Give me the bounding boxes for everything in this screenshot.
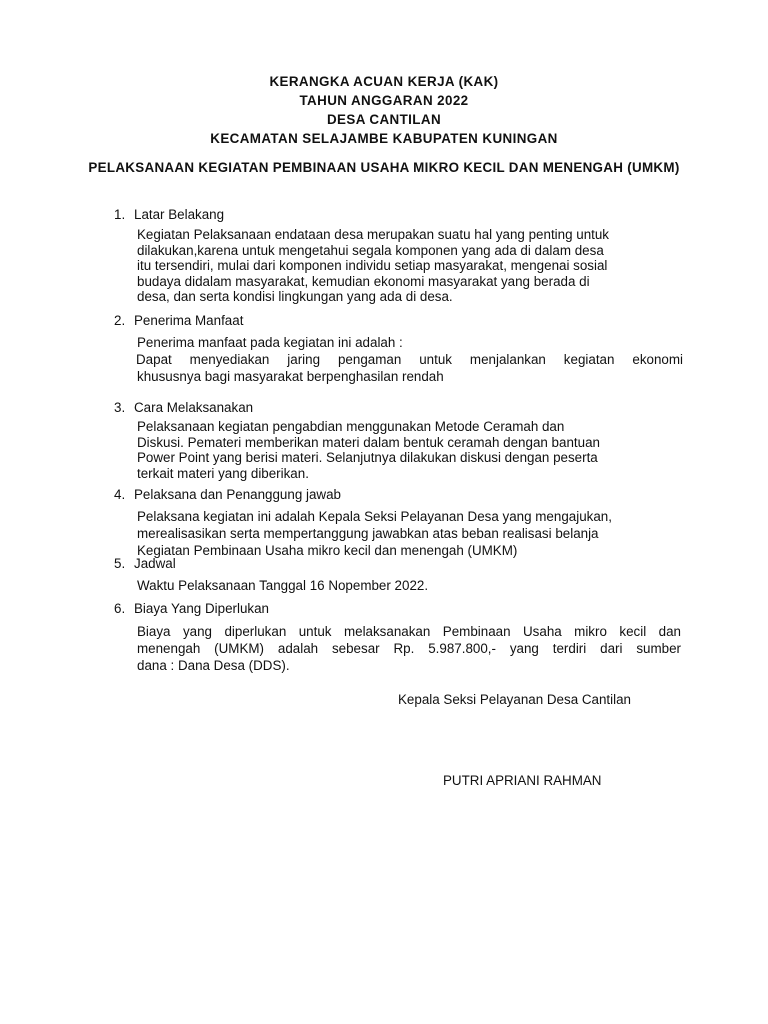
section-title: Biaya Yang Diperlukan: [134, 601, 269, 616]
text-line: Pelaksanaan kegiatan pengabdian menggunakan Metode Ceramah dan: [137, 419, 565, 434]
section-title: Latar Belakang: [134, 207, 225, 222]
document-subject: PELAKSANAAN KEGIATAN PEMBINAAN USAHA MIKRO KECIL DAN MENENGAH (UMKM): [88, 160, 680, 175]
document-header: [0, 72, 768, 148]
text-line: Dapat menyediakan jaring pengaman untuk menjalankan kegiatan ekonomi: [136, 352, 683, 367]
signatory-position: Kepala Seksi Pelayanan Desa Cantilan: [398, 692, 631, 707]
text-line: terkait materi yang diberikan.: [137, 465, 309, 481]
section-4-body: [137, 508, 681, 559]
text-line: Kegiatan Pembinaan Usaha mikro kecil dan menengah (UMKM): [137, 543, 518, 558]
text-line: Pelaksana kegiatan ini adalah Kepala Seksi Pelayanan Desa yang mengajukan,: [137, 509, 612, 524]
text-line: Power Point yang berisi materi. Selanjutnya dilakukan diskusi dengan peserta: [137, 450, 598, 465]
signatory-name: PUTRI APRIANI RAHMAN: [443, 773, 602, 788]
section-title: Jadwal: [134, 556, 176, 571]
section-title: Pelaksana dan Penanggung jawab: [134, 487, 341, 502]
text-line: dilakukan,karena untuk mengetahui segala komponen yang ada di dalam desa: [137, 242, 604, 258]
section-4-heading: [114, 487, 341, 503]
text-line: Penerima manfaat pada kegiatan ini adalah :: [137, 335, 403, 350]
text-line: itu tersendiri, mulai dari komponen individu setiap masyarakat, mengenai sosial: [137, 258, 608, 273]
text-line: budaya didalam masyarakat, kemudian ekonomi masyarakat yang berada di: [137, 273, 590, 289]
text-line: menengah (UMKM) adalah sebesar Rp. 5.987.800,- yang terdiri dari sumber: [137, 641, 681, 656]
header-title: KERANGKA ACUAN KERJA (KAK): [269, 74, 499, 89]
text-line: Diskusi. Pemateri memberikan materi dalam bentuk ceramah dengan bantuan: [137, 434, 600, 450]
text-line: Waktu Pelaksanaan Tanggal 16 Nopember 2022.: [137, 578, 429, 593]
section-5-body: [137, 578, 681, 594]
section-number: 4.: [114, 487, 126, 502]
section-number: 1.: [114, 207, 126, 222]
text-line: dana : Dana Desa (DDS).: [137, 658, 290, 673]
section-2-body: [137, 334, 681, 385]
section-6-heading: [114, 601, 269, 617]
section-3-body: [137, 419, 681, 481]
text-line: Biaya yang diperlukan untuk melaksanakan Pembinaan Usaha mikro kecil dan: [137, 624, 681, 639]
section-1-body: [137, 227, 681, 305]
text-line: Kegiatan Pelaksanaan endataan desa merupakan suatu hal yang penting untuk: [137, 227, 610, 242]
section-6-body: [137, 623, 681, 674]
text-line: merealisasikan serta mempertanggung jawabkan atas beban realisasi belanja: [137, 526, 599, 541]
section-number: 3.: [114, 400, 126, 415]
section-title: Penerima Manfaat: [134, 313, 244, 328]
header-district: KECAMATAN SELAJAMBE KABUPATEN KUNINGAN: [210, 131, 558, 146]
text-line: desa, dan serta kondisi lingkungan yang ada di desa.: [137, 289, 453, 304]
section-3-heading: [114, 400, 253, 416]
section-number: 6.: [114, 601, 126, 616]
section-number: 2.: [114, 313, 126, 328]
section-title: Cara Melaksanakan: [134, 400, 254, 415]
text-line: khususnya bagi masyarakat berpenghasilan rendah: [137, 369, 444, 384]
header-village: DESA CANTILAN: [326, 112, 442, 127]
section-number: 5.: [114, 556, 126, 571]
header-year: TAHUN ANGGARAN 2022: [299, 93, 469, 108]
section-1-heading: [114, 207, 224, 223]
section-2-heading: [114, 313, 243, 329]
section-5-heading: [114, 556, 176, 572]
